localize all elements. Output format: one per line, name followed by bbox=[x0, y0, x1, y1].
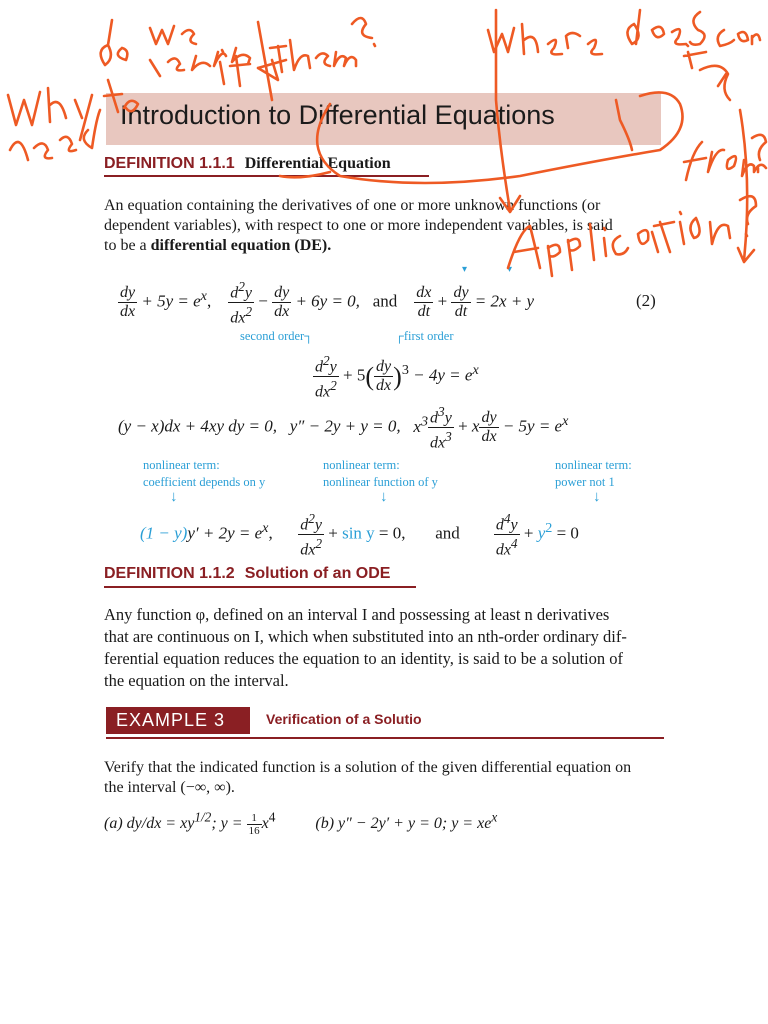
superscript: x bbox=[200, 288, 207, 305]
handwritten-note-why bbox=[8, 88, 92, 140]
handwritten-note-them bbox=[220, 18, 375, 100]
equation-row-1: $\frac{dy}{dx}$ + $5y = e^x$, $\frac{d^2y}{dx^2}$ − $\frac{dy}{dx}$ + 6y = 0, and $\frac{dx}{dt}$ + $\frac{dy}{dt}$ = 2x + y bbox=[120, 279, 535, 327]
text-line: An equation containing the derivatives of one or more unknown functions (or bbox=[104, 197, 601, 214]
text-line: dependent variables), with respect to one or more independent variables, is said bbox=[104, 217, 613, 234]
note-line: nonlinear function of y bbox=[323, 475, 438, 489]
equation-text: − 4y = e bbox=[413, 365, 473, 385]
text-line: Verify that the indicated function is a solution of the given differential equation on bbox=[104, 759, 632, 776]
handwritten-underline bbox=[280, 172, 330, 177]
handwritten-note-need bbox=[10, 48, 250, 160]
text-line: the equation on the interval. bbox=[104, 671, 289, 690]
bold-term: differential equation (DE). bbox=[150, 237, 332, 254]
nonlinear-term: sin y bbox=[342, 523, 375, 543]
arrow-down-icon: ▾ bbox=[507, 264, 513, 275]
fraction-dy-dx: $\frac{dy}{dx}$ bbox=[376, 358, 392, 395]
equation-text: and bbox=[435, 523, 460, 543]
superscript: x bbox=[491, 810, 498, 825]
arrow-down-icon: ▾ bbox=[462, 264, 468, 275]
superscript: x bbox=[562, 413, 569, 430]
label-text: second order bbox=[240, 329, 305, 343]
equation-row-4: $(1 - y)y' + 2y = e^x$, $\frac{d^2y}{dx^2}$ + sin y = 0, and $\frac{d^4y}{dx^4}$ + $y^2 = 0$ bbox=[140, 511, 579, 559]
text-line: Any function φ, defined on an interval I and possessing at least n derivatives bbox=[104, 605, 610, 624]
note-line: power not 1 bbox=[555, 475, 615, 489]
handwritten-note-do-we bbox=[101, 20, 196, 65]
handwritten-arrow bbox=[616, 100, 632, 150]
text-fragment: to be a bbox=[104, 237, 151, 254]
arrow-down-icon: ↓ bbox=[593, 489, 601, 505]
definition-number: DEFINITION 1.1.1 bbox=[104, 155, 235, 172]
label-text: first order bbox=[403, 329, 454, 343]
equation-number: (2) bbox=[636, 291, 656, 310]
page-title: Introduction to Differential Equations bbox=[120, 100, 555, 130]
superscript: 1/2 bbox=[194, 810, 212, 825]
fraction-d3y-dx3: $\frac{d^3y}{dx^3}$ bbox=[430, 404, 452, 452]
nonlinear-term: y bbox=[537, 523, 546, 543]
equation-text: − 5y = e bbox=[502, 416, 563, 436]
fraction-dx-dt: $\frac{dx}{dt}$ bbox=[416, 284, 432, 321]
equation-text: = 2x + y bbox=[474, 291, 535, 311]
fraction-d2y-dx2: $\frac{d^2y}{dx^2}$ bbox=[300, 511, 322, 559]
note-line: nonlinear term: bbox=[555, 458, 632, 472]
arrow-down-icon: ↓ bbox=[170, 489, 178, 505]
arrow-down-icon: ↓ bbox=[380, 489, 388, 505]
note-line: nonlinear term: bbox=[323, 458, 400, 472]
fraction-1-16: $\frac{1}{16}$ bbox=[248, 812, 260, 838]
equation-text: (b) y″ − 2y′ + y = 0; y = xe bbox=[315, 815, 492, 833]
handwritten-note-from bbox=[684, 135, 766, 180]
fraction-d2y-dx2: $\frac{d^2y}{dx^2}$ bbox=[230, 279, 252, 327]
note-line: nonlinear term: bbox=[143, 458, 220, 472]
equation-text: = 0 bbox=[556, 523, 579, 543]
equation-text: y′ + 2y = e bbox=[187, 523, 263, 543]
equation-text: (a) dy/dx = xy bbox=[104, 815, 195, 833]
handwritten-note-where bbox=[488, 10, 706, 68]
equation-row-3: (y − x)dx + 4xy dy = 0, y″ − 2y + y = 0, $x^3$ $\frac{d^3y}{dx^3}$ + x $\frac{dy}{dx}$ − $5y = e^x$ bbox=[118, 404, 569, 452]
example-label-text: EXAMPLE 3 bbox=[116, 710, 226, 730]
equation-text: x bbox=[261, 815, 269, 833]
label-second-order: second order┐ bbox=[240, 329, 314, 343]
equation-text: + 5y = e bbox=[141, 291, 201, 311]
equation-text: , bbox=[268, 523, 273, 543]
text-line: the interval (−∞, ∞). bbox=[104, 779, 235, 796]
equation-text: = 0, bbox=[378, 523, 406, 543]
superscript: x bbox=[262, 520, 269, 537]
equation-text: , bbox=[206, 291, 212, 311]
label-first-order: ┌first order bbox=[395, 329, 454, 343]
fraction-d4y-dx4: $\frac{d^4y}{dx^4}$ bbox=[495, 511, 518, 559]
example-title: Verification of a Solutio bbox=[266, 711, 422, 727]
definition-number: DEFINITION 1.1.2 bbox=[104, 565, 235, 582]
handwritten-note-to bbox=[700, 66, 730, 100]
definition-name: Solution of an ODE bbox=[244, 565, 391, 582]
equation-text: (y − x)dx + 4xy dy = 0, bbox=[118, 416, 278, 436]
equation-text: and bbox=[372, 291, 398, 311]
text-line: ferential equation reduces the equation to an identity, is said to be a solution of bbox=[104, 649, 623, 668]
fraction-dy-dt: $\frac{dy}{dt}$ bbox=[453, 284, 469, 321]
superscript: 4 bbox=[268, 810, 276, 825]
nonlinear-term: (1 − y) bbox=[140, 523, 188, 543]
fraction-dy-dx: $\frac{dy}{dx}$ bbox=[120, 284, 136, 321]
note-line: coefficient depends on y bbox=[143, 475, 266, 489]
equation-text: + 6y = 0, bbox=[295, 291, 360, 311]
handwritten-note-application bbox=[508, 196, 756, 276]
handwritten-arrow bbox=[738, 110, 754, 262]
equation-middle: $\frac{d^2y}{dx^2}$ + 5( $\frac{dy}{dx}$ )$^3 - 4y = e^x$ bbox=[315, 353, 479, 401]
handwritten-note-come bbox=[718, 30, 760, 46]
text-line: that are continuous on I, which when substituted into an nth-order ordinary dif- bbox=[104, 627, 627, 646]
superscript: x bbox=[472, 362, 479, 379]
fraction-dy-dx: $\frac{dy}{dx}$ bbox=[274, 284, 290, 321]
definition-name: Differential Equation bbox=[244, 155, 391, 172]
equation-text: ; y = bbox=[211, 815, 247, 833]
equation-text: y″ − 2y + y = 0, bbox=[289, 416, 401, 436]
fraction-dy-dx: $\frac{dy}{dx}$ bbox=[481, 409, 497, 446]
fraction-d2y-dx2: $\frac{d^2y}{dx^2}$ bbox=[315, 353, 337, 401]
